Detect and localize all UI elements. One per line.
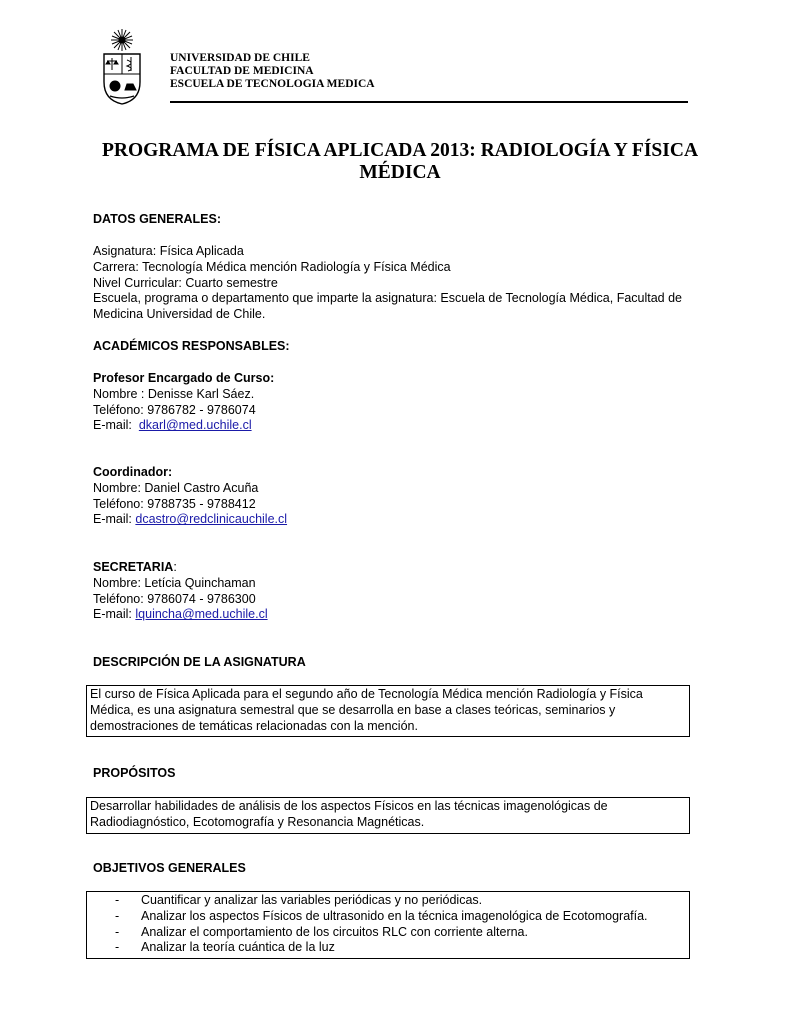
- document-title: [80, 140, 720, 184]
- secretary-email-row: [93, 607, 703, 623]
- coordinator-block: [93, 465, 703, 528]
- objective-item: [90, 909, 686, 925]
- purposes-section: [93, 766, 703, 782]
- coordinator-email-label: E-mail:: [93, 512, 132, 527]
- secretary-label: SECRETARIA: [93, 560, 174, 574]
- description-heading: DESCRIPCIÓN DE LA ASIGNATURA: [93, 655, 306, 669]
- title-line-1: PROGRAMA DE FÍSICA APLICADA 2013: RADIOLOGÍA Y FÍSICA: [101, 140, 699, 161]
- description-line-2: Médica, es una asignatura semestral que se desarrolla en base a clases teóricas, seminarios y: [90, 702, 616, 717]
- objective-bullet: -: [115, 893, 120, 907]
- objectives-box: [86, 891, 690, 959]
- description-line-1: El curso de Física Aplicada para el segundo año de Tecnología Médica mención Radiología y Física: [90, 687, 643, 701]
- purposes-line-1: Desarrollar habilidades de análisis de los aspectos Físicos en las técnicas imagenológicas de: [90, 799, 608, 813]
- professor-email-label: E-mail:: [93, 418, 132, 433]
- professor-email-row: [93, 418, 703, 434]
- institution-header: [170, 52, 375, 91]
- professor-block: [93, 371, 703, 434]
- general-data-section: [93, 212, 703, 228]
- coordinator-email-link[interactable]: dcastro@redclinicauchile.cl: [135, 512, 288, 527]
- objective-text: Analizar el comportamiento de los circuitos RLC con corriente alterna.: [141, 924, 528, 939]
- school-field-line-1: Escuela, programa o departamento que imparte la asignatura: Escuela de Tecnología Médica, Facultad de: [93, 291, 683, 306]
- description-section: [93, 655, 703, 671]
- professor-name: Nombre : Denisse Karl Sáez.: [93, 386, 255, 401]
- general-data-fields: [93, 244, 703, 323]
- university-name: UNIVERSIDAD DE CHILE: [170, 52, 310, 64]
- faculty-name: FACULTAD DE MEDICINA: [170, 65, 314, 77]
- coordinator-phone: Teléfono: 9788735 - 9788412: [93, 496, 256, 511]
- professor-label: Profesor Encargado de Curso:: [93, 371, 275, 385]
- objective-item: [90, 893, 686, 909]
- title-line-2: MÉDICA: [359, 162, 441, 183]
- purposes-line-2: Radiodiagnóstico, Ecotomografía y Resonancia Magnéticas.: [90, 814, 425, 829]
- level-field: Nivel Curricular: Cuarto semestre: [93, 275, 278, 290]
- coordinator-label: Coordinador:: [93, 465, 173, 479]
- objective-text: Analizar la teoría cuántica de la luz: [141, 940, 335, 955]
- objectives-section: [93, 861, 703, 877]
- objective-text: Analizar los aspectos Físicos de ultrasonido en la técnica imagenológica de Ecotomografía.: [141, 908, 648, 923]
- coordinator-email-row: [93, 512, 703, 528]
- objective-bullet: -: [115, 940, 120, 955]
- description-box: [86, 685, 690, 737]
- coordinator-name: Nombre: Daniel Castro Acuña: [93, 480, 259, 495]
- secretary-name: Nombre: Letícia Quinchaman: [93, 575, 256, 590]
- purposes-box: [86, 797, 690, 834]
- professor-phone: Teléfono: 9786782 - 9786074: [93, 402, 256, 417]
- secretary-email-label: E-mail:: [93, 607, 132, 622]
- objectives-heading: OBJETIVOS GENERALES: [93, 861, 246, 875]
- subject-field: Asignatura: Física Aplicada: [93, 244, 244, 258]
- description-line-3: demostraciones de temáticas relacionadas con la mención.: [90, 718, 418, 733]
- objective-bullet: -: [115, 924, 120, 939]
- professor-email-link[interactable]: dkarl@med.uchile.cl: [138, 418, 252, 433]
- objective-text: Cuantificar y analizar las variables periódicas y no periódicas.: [141, 893, 483, 907]
- university-crest-logo: [100, 28, 144, 106]
- general-data-heading: DATOS GENERALES:: [93, 212, 222, 226]
- objective-bullet: -: [115, 908, 120, 923]
- secretary-label-colon: :: [173, 560, 177, 574]
- objective-item: [90, 940, 686, 956]
- purposes-heading: PROPÓSITOS: [93, 766, 176, 780]
- academics-section: [93, 339, 703, 355]
- career-field: Carrera: Tecnología Médica mención Radiología y Física Médica: [93, 259, 451, 274]
- school-name: ESCUELA DE TECNOLOGIA MEDICA: [170, 78, 375, 90]
- secretary-phone: Teléfono: 9786074 - 9786300: [93, 591, 256, 606]
- academics-heading: ACADÉMICOS RESPONSABLES:: [93, 339, 290, 353]
- objective-item: [90, 925, 686, 941]
- school-field-line-2: Medicina Universidad de Chile.: [93, 307, 266, 322]
- secretary-block: [93, 560, 703, 623]
- secretary-email-link[interactable]: lquincha@med.uchile.cl: [135, 607, 268, 622]
- secretary-label-row: [93, 560, 703, 576]
- header-divider: [170, 101, 688, 103]
